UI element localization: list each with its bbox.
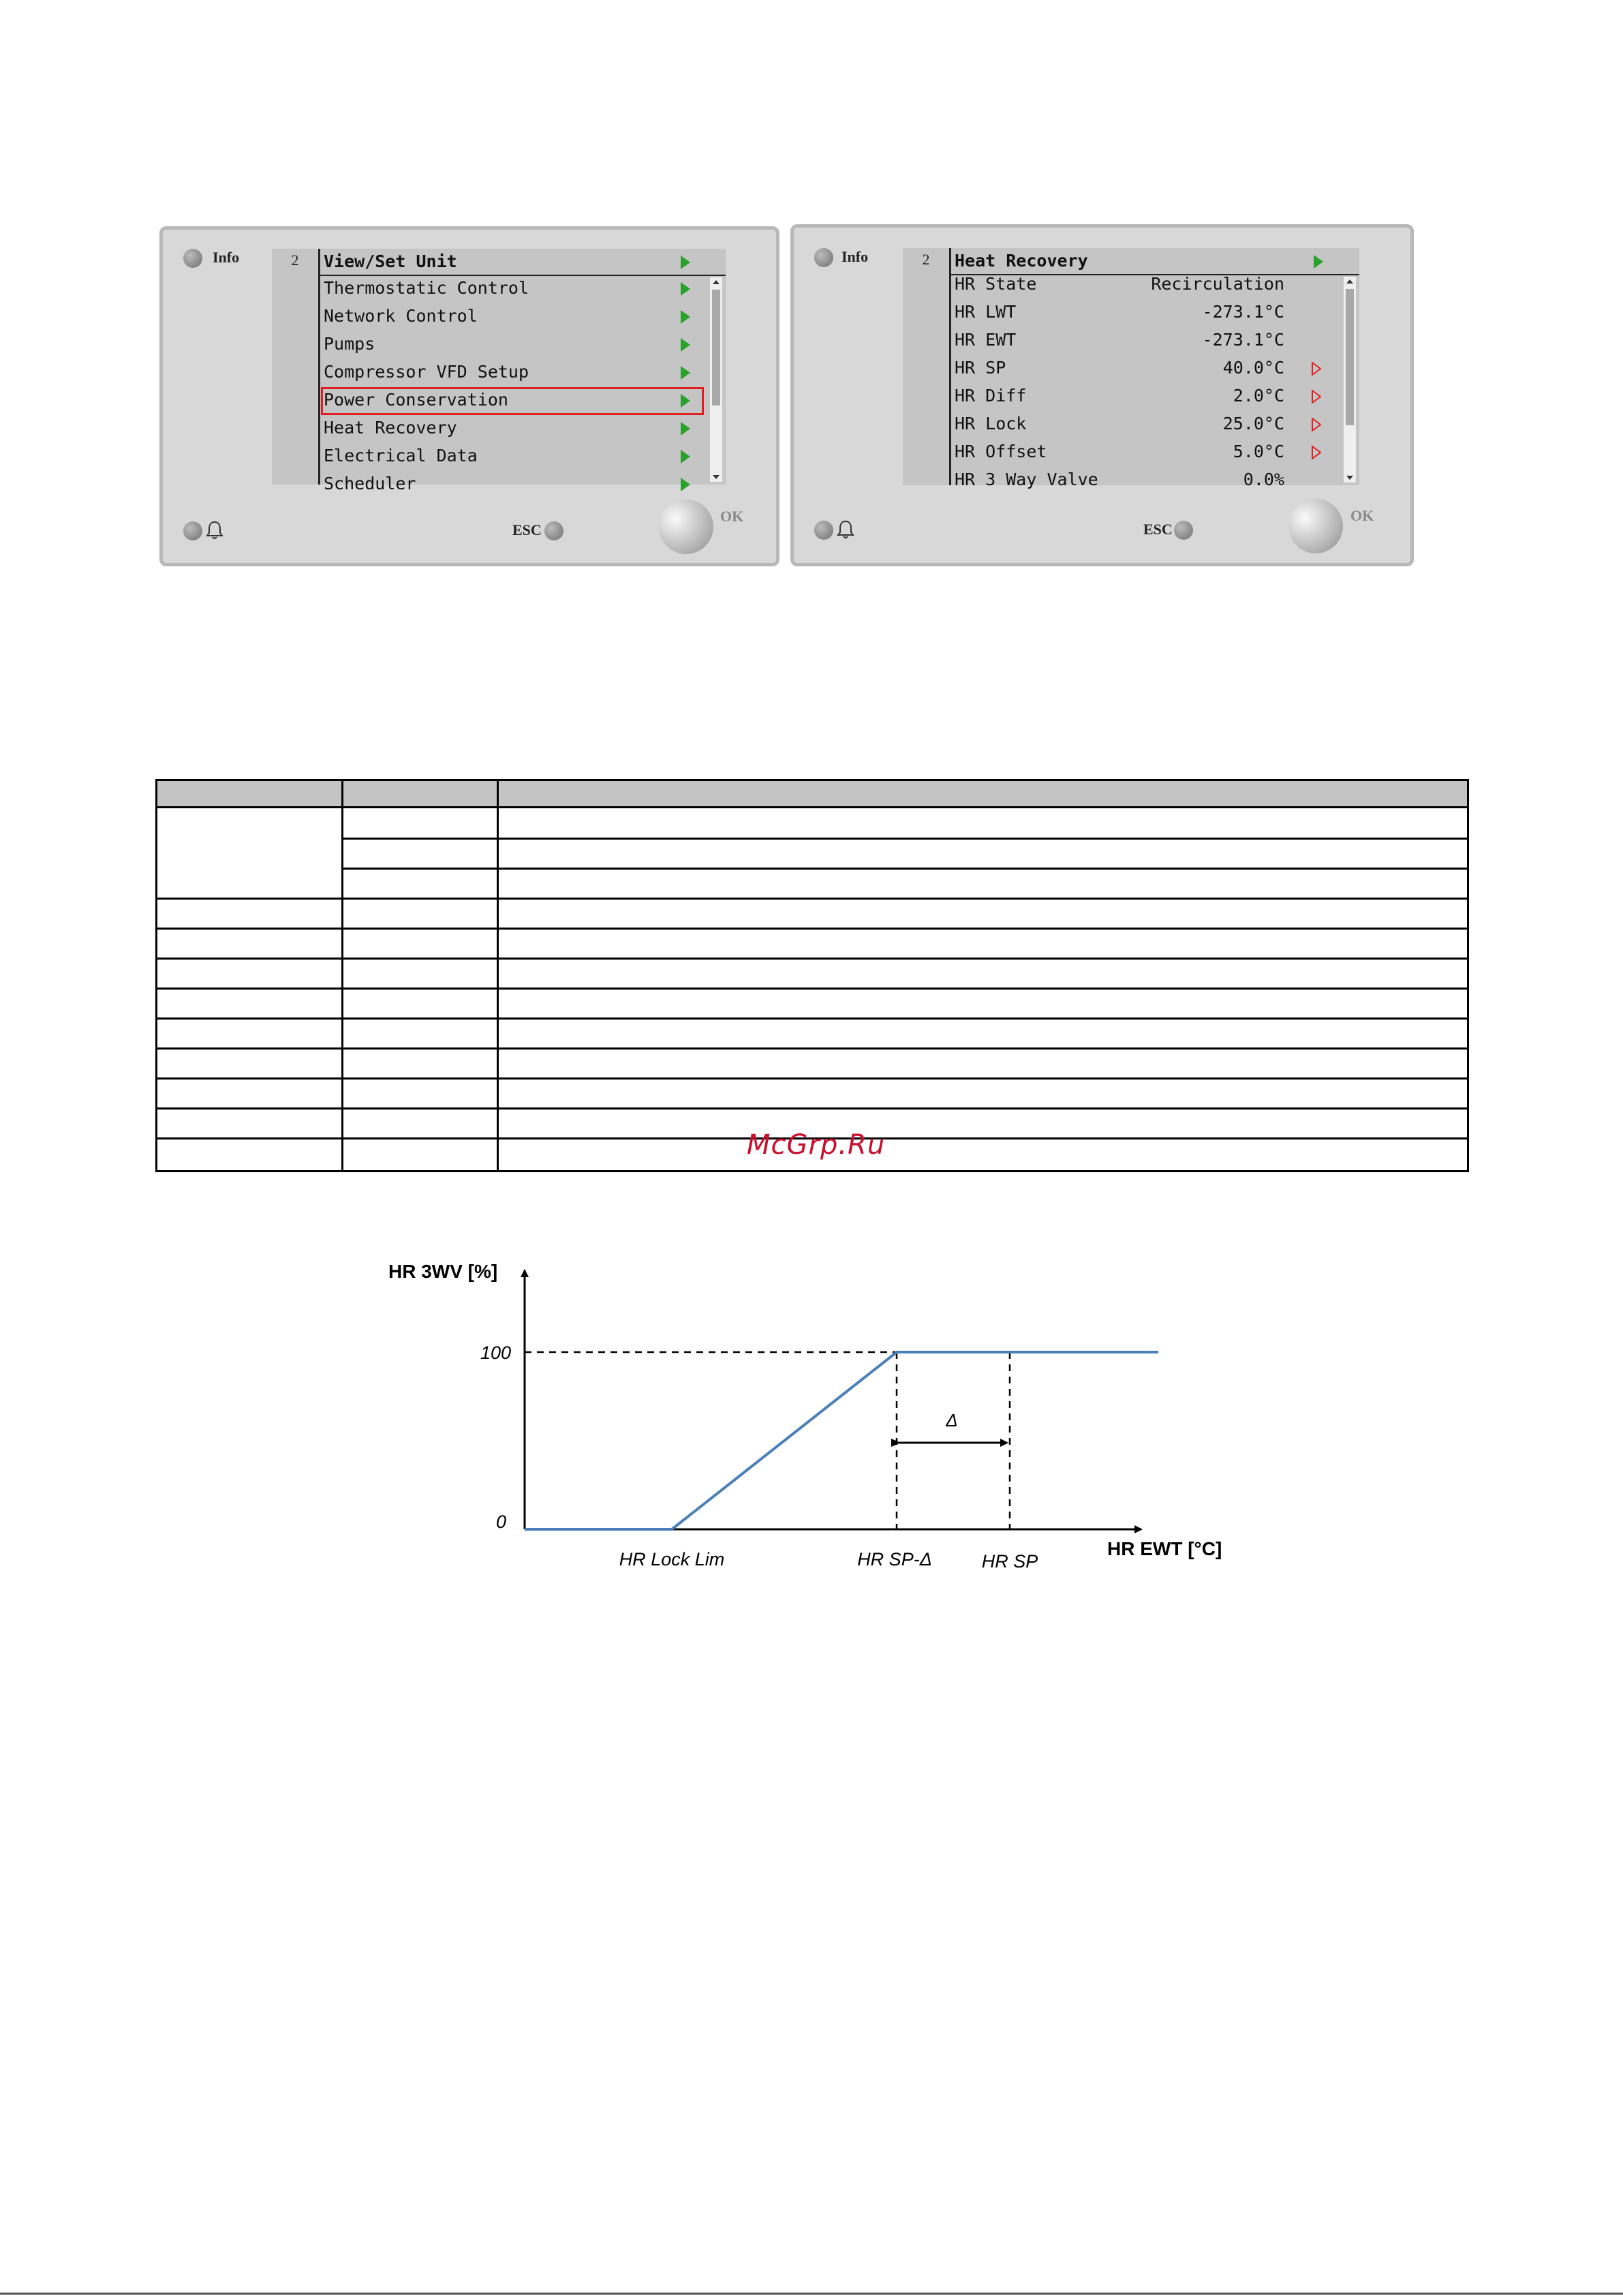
scroll-thumb[interactable] — [1346, 289, 1354, 425]
info-button[interactable] — [814, 248, 833, 267]
edit-arrow-icon[interactable] — [1312, 418, 1321, 431]
edit-arrow-icon[interactable] — [1312, 362, 1321, 376]
scroll-thumb[interactable] — [712, 290, 720, 405]
esc-button[interactable] — [1174, 521, 1193, 540]
row-divider — [157, 1017, 1467, 1020]
scroll-down-icon[interactable] — [713, 475, 720, 479]
y-axis-label: HR 3WV [%] — [388, 1261, 498, 1282]
controller-panel-right — [790, 224, 1414, 566]
title-rule — [318, 275, 726, 276]
menu-item-compressor-vfd-setup[interactable]: Compressor VFD Setup — [324, 362, 529, 382]
row-value-hr-diff[interactable]: 2.0°C — [1233, 386, 1284, 405]
ok-label: OK — [1350, 507, 1374, 524]
row-label-hr-offset[interactable]: HR Offset — [955, 442, 1047, 461]
menu-item-thermostatic-control[interactable]: Thermostatic Control — [324, 278, 529, 298]
row-value-hr-sp[interactable]: 40.0°C — [1222, 358, 1284, 378]
x-axis-label: HR EWT [°C] — [1107, 1538, 1222, 1559]
scrollbar[interactable] — [1344, 277, 1356, 483]
green-arrow-icon[interactable] — [681, 282, 690, 296]
scroll-up-icon[interactable] — [713, 280, 720, 284]
menu-item-power-conservation[interactable]: Power Conservation — [324, 390, 508, 410]
x-mark-hr-sp-minus-delta: HR SP-Δ — [857, 1549, 932, 1570]
green-arrow-icon[interactable] — [681, 310, 690, 324]
edit-arrow-icon[interactable] — [1312, 390, 1321, 403]
ok-knob[interactable] — [659, 500, 713, 554]
row-label-hr-state: HR State — [955, 274, 1037, 294]
scrollbar[interactable] — [710, 277, 722, 482]
selection-highlight — [321, 387, 704, 415]
display-screen — [272, 249, 726, 493]
info-button[interactable] — [183, 249, 202, 268]
title-arrow-icon — [1314, 255, 1323, 269]
bell-icon — [205, 520, 224, 540]
screen-divider — [949, 248, 951, 485]
row-value-hr-state: Recirculation — [1151, 274, 1284, 294]
alarm-button[interactable] — [183, 521, 202, 540]
row-divider — [157, 988, 1467, 990]
ok-label: OK — [720, 508, 744, 525]
x-mark-hr-lock-lim: HR Lock Lim — [619, 1549, 725, 1570]
row-value-hr-ewt: -273.1°C — [1202, 330, 1284, 350]
valve-position-line — [525, 1352, 1158, 1529]
row-label-hr-lock[interactable]: HR Lock — [955, 414, 1027, 433]
green-arrow-icon[interactable] — [681, 478, 690, 491]
info-label: Info — [841, 248, 869, 265]
row-label-hr-sp[interactable]: HR SP — [955, 358, 1006, 378]
esc-label: ESC — [512, 521, 542, 538]
esc-label: ESC — [1143, 521, 1173, 538]
row-divider — [157, 898, 1467, 900]
menu-item-heat-recovery[interactable]: Heat Recovery — [324, 418, 457, 438]
watermark: McGrp.Ru — [747, 1129, 886, 1161]
row-value-hr-lock[interactable]: 25.0°C — [1222, 414, 1284, 433]
green-arrow-icon[interactable] — [681, 422, 690, 435]
screen-number: 2 — [291, 251, 299, 269]
row-divider — [157, 1107, 1467, 1109]
hr-3wv-chart — [368, 1254, 1226, 1595]
row-label-hr-3-way-valve: HR 3 Way Valve — [955, 470, 1098, 489]
screen-number: 2 — [922, 251, 930, 268]
row-value-hr-offset[interactable]: 5.0°C — [1233, 442, 1284, 461]
menu-item-network-control[interactable]: Network Control — [324, 306, 478, 326]
row-divider — [157, 1047, 1467, 1050]
row-divider — [157, 928, 1467, 930]
green-arrow-icon[interactable] — [681, 338, 690, 352]
ok-knob[interactable] — [1288, 499, 1343, 553]
screen-title: Heat Recovery — [955, 251, 1088, 271]
controller-panel-left — [159, 226, 779, 566]
title-arrow-icon — [681, 256, 690, 269]
green-arrow-icon[interactable] — [681, 366, 690, 380]
info-label: Info — [213, 249, 240, 266]
scroll-up-icon[interactable] — [1346, 279, 1353, 284]
row-divider — [157, 1077, 1467, 1080]
row-label-hr-ewt: HR EWT — [955, 330, 1017, 350]
alarm-button[interactable] — [814, 521, 833, 540]
row-value-hr-lwt: -273.1°C — [1202, 302, 1284, 322]
green-arrow-icon[interactable] — [681, 450, 690, 463]
row-divider — [341, 838, 1467, 840]
edit-arrow-icon[interactable] — [1312, 446, 1321, 459]
parameter-table — [155, 779, 1469, 1172]
delta-label: Δ — [946, 1410, 958, 1430]
display-screen — [903, 248, 1359, 489]
footer-rule — [0, 2293, 1623, 2295]
bell-icon — [836, 519, 855, 540]
esc-button[interactable] — [544, 521, 563, 540]
scroll-down-icon[interactable] — [1346, 476, 1353, 480]
y-tick-100: 100 — [480, 1343, 511, 1363]
screen-divider — [318, 249, 320, 485]
row-divider — [157, 958, 1467, 960]
screen-title: View/Set Unit — [324, 251, 457, 271]
row-label-hr-lwt: HR LWT — [955, 302, 1017, 322]
row-divider — [341, 868, 1467, 870]
menu-item-pumps[interactable]: Pumps — [324, 334, 375, 354]
table-header-row — [157, 781, 1467, 808]
menu-item-electrical-data[interactable]: Electrical Data — [324, 446, 478, 465]
menu-item-scheduler[interactable]: Scheduler — [324, 474, 416, 493]
row-label-hr-diff[interactable]: HR Diff — [955, 386, 1027, 405]
y-tick-0: 0 — [495, 1512, 506, 1532]
x-mark-hr-sp: HR SP — [981, 1551, 1038, 1572]
row-value-hr-3-way-valve: 0.0% — [1243, 470, 1284, 489]
